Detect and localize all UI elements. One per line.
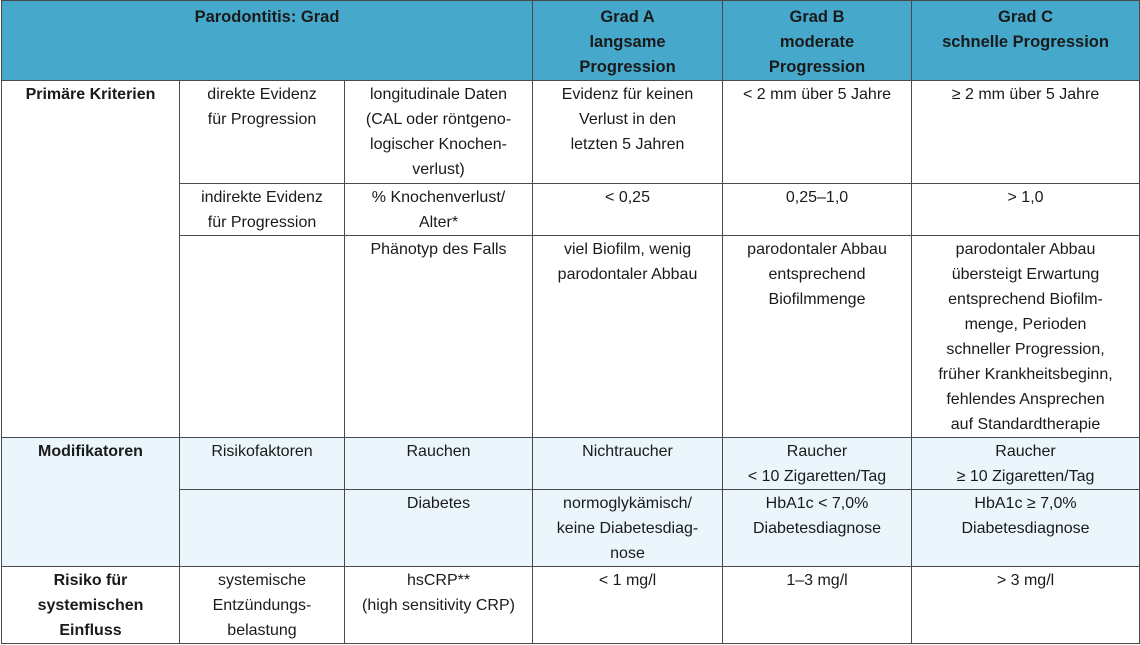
cell-text: für Progression (207, 111, 317, 128)
cell-text: HbA1c < 7,0% (765, 495, 869, 512)
cell-text: Nichtraucher (582, 443, 673, 460)
cell-text: HbA1c ≥ 7,0% (974, 495, 1077, 512)
grade-c-cell (912, 81, 1140, 184)
cell-text: Raucher (995, 443, 1056, 460)
cell-text: % Knochenverlust/ (371, 189, 506, 206)
cell-text: Entzündungs- (212, 597, 312, 614)
criterion-cell (345, 184, 533, 236)
header-title-cell (2, 1, 533, 81)
grade-a-cell (533, 490, 723, 567)
category-label: Modifikatoren (38, 443, 143, 460)
cell-text: entsprechend (768, 266, 866, 283)
header-row (2, 1, 1140, 81)
grade-a-label: langsame (589, 33, 666, 51)
cell-text: Phänotyp des Falls (370, 241, 507, 258)
cell-text: Alter* (418, 214, 459, 231)
cell-text: schneller Progression, (946, 341, 1105, 358)
cell-text: ≥ 10 Zigaretten/Tag (956, 468, 1095, 485)
cell-text: verlust) (412, 161, 465, 178)
cell-text: menge, Perioden (964, 316, 1087, 333)
cell-text: letzten 5 Jahren (570, 136, 685, 153)
grade-b-label: Progression (768, 58, 866, 76)
cell-text: Rauchen (406, 443, 471, 460)
category-cell (2, 567, 180, 644)
header-grade-c-cell (912, 1, 1140, 81)
grade-a-label: Progression (579, 58, 676, 76)
cell-text: indirekte Evidenz (201, 189, 323, 206)
evidence-cell (180, 184, 345, 236)
evidence-cell (180, 567, 345, 644)
grade-b-cell (723, 490, 912, 567)
cell-text: > 3 mg/l (996, 572, 1055, 589)
cell-text: (CAL oder röntgeno- (365, 111, 512, 128)
grade-a-cell (533, 567, 723, 644)
category-cell (2, 438, 180, 567)
table-row (2, 438, 1140, 490)
evidence-cell (180, 438, 345, 490)
cell-text: (high sensitivity CRP) (362, 597, 515, 614)
cell-text: hsCRP** (406, 572, 471, 589)
cell-text: belastung (227, 622, 297, 639)
criterion-cell (345, 567, 533, 644)
cell-text: fehlendes Ansprechen (946, 391, 1105, 408)
header-grade-a-cell (533, 1, 723, 81)
grade-c-cell (912, 236, 1140, 438)
grade-a-cell (533, 81, 723, 184)
cell-text: direkte Evidenz (207, 86, 317, 103)
evidence-cell (180, 490, 345, 567)
systemic-risk-section (2, 567, 1140, 644)
evidence-cell (180, 236, 345, 438)
evidence-cell (180, 81, 345, 184)
grade-a-label: Grad A (600, 8, 655, 26)
grade-b-cell (723, 236, 912, 438)
cell-text: < 10 Zigaretten/Tag (747, 468, 887, 485)
cell-text: nose (610, 545, 645, 562)
cell-text: < 1 mg/l (598, 572, 657, 589)
grade-a-cell (533, 236, 723, 438)
cell-text: früher Krankheitsbeginn, (938, 366, 1113, 383)
cell-text: < 0,25 (605, 189, 650, 206)
grade-b-cell (723, 567, 912, 644)
header-title: Parodontitis: Grad (194, 8, 340, 26)
header-grade-b-cell (723, 1, 912, 81)
cell-text: normoglykämisch/ (563, 495, 692, 512)
grading-table (1, 0, 1140, 644)
primary-criteria-section (2, 81, 1140, 438)
cell-text: viel Biofilm, wenig (563, 241, 692, 258)
cell-text: Evidenz für keinen (561, 86, 694, 103)
table-row (2, 81, 1140, 184)
grade-b-label: moderate (779, 33, 855, 51)
grade-c-cell (912, 567, 1140, 644)
cell-text: ≥ 2 mm über 5 Jahre (951, 86, 1100, 103)
cell-text: parodontaler Abbau (557, 266, 698, 283)
cell-text: > 1,0 (1007, 189, 1044, 206)
grade-b-cell (723, 184, 912, 236)
cell-text: Biofilmmenge (768, 291, 866, 308)
category-label: Risiko für (53, 572, 128, 589)
category-label: Einfluss (59, 622, 122, 639)
cell-text: auf Standardtherapie (950, 416, 1101, 433)
cell-text: Diabetesdiagnose (752, 520, 882, 537)
table-row (2, 567, 1140, 644)
grade-c-cell (912, 490, 1140, 567)
cell-text: für Progression (207, 214, 317, 231)
cell-text: Diabetesdiagnose (961, 520, 1090, 537)
grade-c-cell (912, 438, 1140, 490)
grade-b-cell (723, 438, 912, 490)
cell-text: longitudinale Daten (370, 86, 507, 103)
grade-a-cell (533, 438, 723, 490)
criterion-cell (345, 81, 533, 184)
grade-c-cell (912, 184, 1140, 236)
modifiers-section (2, 438, 1140, 567)
cell-text: logischer Knochen- (370, 136, 507, 153)
cell-text: entsprechend Biofilm- (948, 291, 1103, 308)
category-cell (2, 81, 180, 438)
grade-a-cell (533, 184, 723, 236)
cell-text: < 2 mm über 5 Jahre (742, 86, 892, 103)
cell-text: systemische (217, 572, 307, 589)
cell-text: parodontaler Abbau (747, 241, 887, 258)
category-label: systemischen (37, 597, 144, 614)
cell-text: keine Diabetesdiag- (556, 520, 699, 537)
criterion-cell (345, 236, 533, 438)
category-label: Primäre Kriterien (25, 86, 156, 103)
cell-text: 0,25–1,0 (785, 189, 849, 206)
grade-b-cell (723, 81, 912, 184)
cell-text: Raucher (786, 443, 848, 460)
criterion-cell (345, 490, 533, 567)
cell-text: Risikofaktoren (211, 443, 313, 460)
grade-c-label: Grad C (998, 8, 1054, 26)
criterion-cell (345, 438, 533, 490)
cell-text: 1–3 mg/l (786, 572, 848, 589)
cell-text: Diabetes (406, 495, 471, 512)
cell-text: übersteigt Erwartung (951, 266, 1100, 283)
grade-c-label: schnelle Progression (942, 33, 1109, 51)
grade-b-label: Grad B (789, 8, 845, 26)
cell-text: parodontaler Abbau (955, 241, 1096, 258)
cell-text: Verlust in den (579, 111, 676, 128)
